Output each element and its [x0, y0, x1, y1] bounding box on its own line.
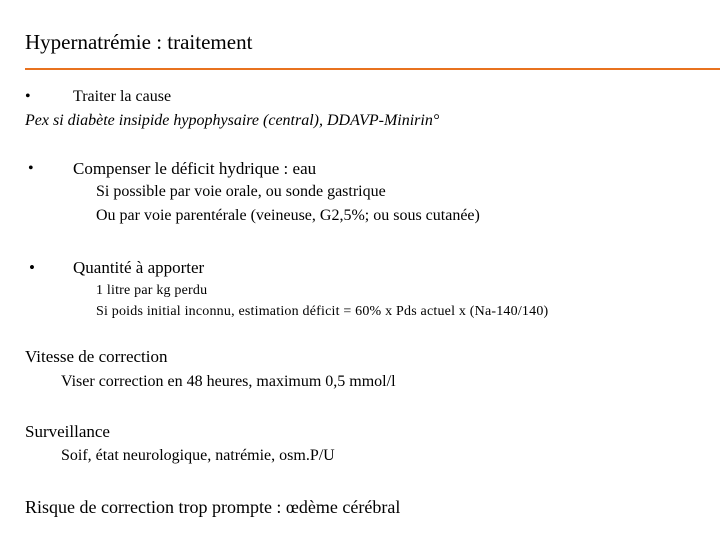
monitoring-heading: Surveillance — [25, 422, 110, 441]
cause-heading: Traiter la cause — [73, 88, 172, 105]
deficit-heading: Compenser le déficit hydrique : eau — [73, 159, 317, 178]
deficit-line-parenteral: Ou par voie parentérale (veineuse, G2,5%; ou sous cutanée) — [96, 207, 480, 224]
title-divider — [25, 68, 720, 70]
monitoring-line: Soif, état neurologique, natrémie, osm.P/U — [61, 447, 335, 464]
slide-title: Hypernatrémie : traitement — [25, 30, 253, 54]
cause-note: Pex si diabète insipide hypophysaire (central), DDAVP-Minirin° — [25, 112, 440, 129]
speed-heading: Vitesse de correction — [25, 347, 168, 366]
deficit-line-oral: Si possible par voie orale, ou sonde gastrique — [96, 183, 386, 200]
quantity-line-1: 1 litre par kg perdu — [96, 283, 208, 298]
speed-line: Viser correction en 48 heures, maximum 0,5 mmol/l — [61, 373, 396, 390]
bullet-1: • — [25, 88, 31, 105]
bullet-2: • — [28, 160, 34, 177]
bullet-3: • — [29, 258, 35, 277]
risk-heading: Risque de correction trop prompte : œdème cérébral — [25, 497, 401, 517]
quantity-line-formula: Si poids initial inconnu, estimation déficit = 60% x Pds actuel x (Na-140/140) — [96, 304, 549, 319]
quantity-heading: Quantité à apporter — [73, 258, 205, 277]
